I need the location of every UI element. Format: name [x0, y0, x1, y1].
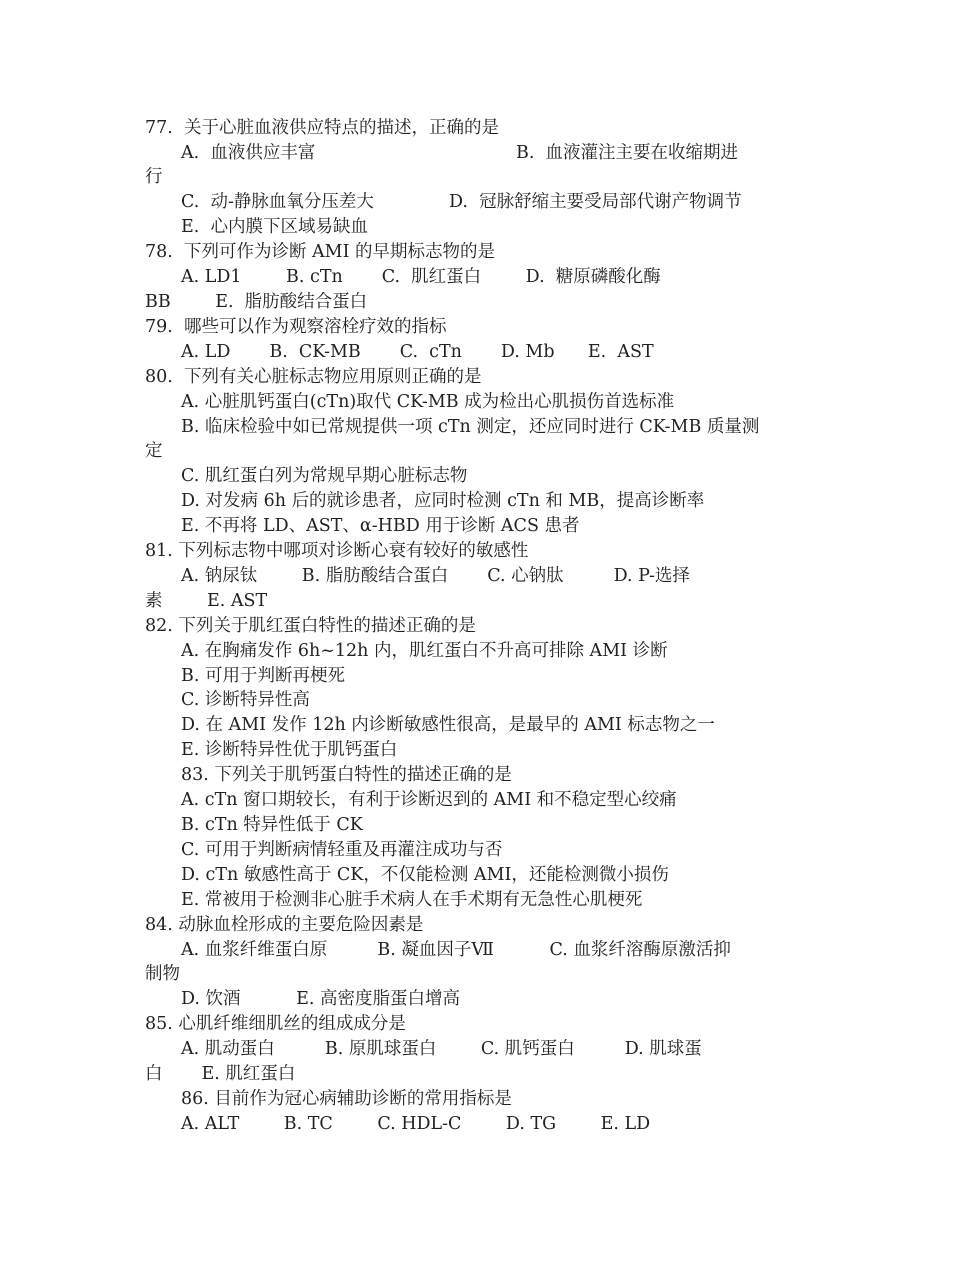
q83-option-c: C. 可用于判断病情轻重及再灌注成功与否	[181, 840, 503, 860]
q77-option-d: D. 冠脉舒缩主要受局部代谢产物调节	[449, 192, 742, 212]
q77-option-b: B. 血液灌注主要在收缩期进	[516, 143, 739, 163]
q81-options-wrap: 素 E. AST	[145, 591, 268, 611]
q77-stem: 77. 关于心脏血液供应特点的描述，正确的是	[145, 118, 499, 138]
q81-stem: 81. 下列标志物中哪项对诊断心衰有较好的敏感性	[145, 541, 529, 561]
q83-option-d: D. cTn 敏感性高于 CK，不仅能检测 AMI，还能检测微小损伤	[181, 865, 669, 885]
q79-options: A. LD B. CK-MB C. cTn D. Mb E. AST	[181, 342, 654, 362]
q80-option-a: A. 心脏肌钙蛋白(cTn)取代 CK-MB 成为检出心肌损伤首选标准	[181, 392, 675, 412]
q80-option-e: E. 不再将 LD、AST、α-HBD 用于诊断 ACS 患者	[181, 516, 580, 536]
q85-options-wrap: 白 E. 肌红蛋白	[145, 1064, 296, 1084]
q82-option-e: E. 诊断特异性优于肌钙蛋白	[181, 740, 398, 760]
q84-stem: 84. 动脉血栓形成的主要危险因素是	[145, 915, 424, 935]
q77-option-b-wrap: 行	[145, 167, 163, 187]
q84-options: A. 血浆纤维蛋白原 B. 凝血因子Ⅶ C. 血浆纤溶酶原激活抑	[181, 940, 731, 960]
q78-options-wrap: BB E. 脂肪酸结合蛋白	[145, 292, 368, 312]
q85-stem: 85. 心肌纤维细肌丝的组成成分是	[145, 1014, 406, 1034]
q82-option-c: C. 诊断特异性高	[181, 690, 310, 710]
q83-option-b: B. cTn 特异性低于 CK	[181, 815, 363, 835]
q80-stem: 80. 下列有关心脏标志物应用原则正确的是	[145, 367, 482, 387]
q83-stem: 83. 下列关于肌钙蛋白特性的描述正确的是	[181, 765, 512, 785]
q86-stem: 86. 目前作为冠心病辅助诊断的常用指标是	[181, 1089, 512, 1109]
q77-option-a: A. 血液供应丰富	[181, 143, 316, 163]
q79-stem: 79. 哪些可以作为观察溶栓疗效的指标	[145, 317, 447, 337]
q85-options: A. 肌动蛋白 B. 原肌球蛋白 C. 肌钙蛋白 D. 肌球蛋	[181, 1039, 702, 1059]
q77-option-c: C. 动-静脉血氧分压差大	[181, 192, 374, 212]
q80-option-b: B. 临床检验中如已常规提供一项 cTn 测定，还应同时进行 CK-MB 质量测	[181, 417, 760, 437]
q82-option-a: A. 在胸痛发作 6h~12h 内，肌红蛋白不升高可排除 AMI 诊断	[181, 641, 668, 661]
q82-stem: 82. 下列关于肌红蛋白特性的描述正确的是	[145, 616, 476, 636]
q82-option-d: D. 在 AMI 发作 12h 内诊断敏感性很高，是最早的 AMI 标志物之一	[181, 715, 715, 735]
q80-option-b-wrap: 定	[145, 441, 163, 461]
q84-options-2: D. 饮酒 E. 高密度脂蛋白增高	[181, 989, 461, 1009]
q77-option-e: E. 心内膜下区域易缺血	[181, 217, 368, 237]
q81-options: A. 钠尿钛 B. 脂肪酸结合蛋白 C. 心钠肽 D. P-选择	[181, 566, 690, 586]
q84-options-wrap: 制物	[145, 964, 180, 984]
q86-options: A. ALT B. TC C. HDL-C D. TG E. LD	[181, 1114, 651, 1134]
q80-option-d: D. 对发病 6h 后的就诊患者，应同时检测 cTn 和 MB，提高诊断率	[181, 491, 705, 511]
q78-options: A. LD1 B. cTn C. 肌红蛋白 D. 糖原磷酸化酶	[181, 267, 661, 287]
q82-option-b: B. 可用于判断再梗死	[181, 666, 345, 686]
q83-option-a: A. cTn 窗口期较长，有利于诊断迟到的 AMI 和不稳定型心绞痛	[181, 790, 677, 810]
q80-option-c: C. 肌红蛋白列为常规早期心脏标志物	[181, 466, 468, 486]
q83-option-e: E. 常被用于检测非心脏手术病人在手术期有无急性心肌梗死	[181, 890, 643, 910]
q78-stem: 78. 下列可作为诊断 AMI 的早期标志物的是	[145, 242, 496, 262]
